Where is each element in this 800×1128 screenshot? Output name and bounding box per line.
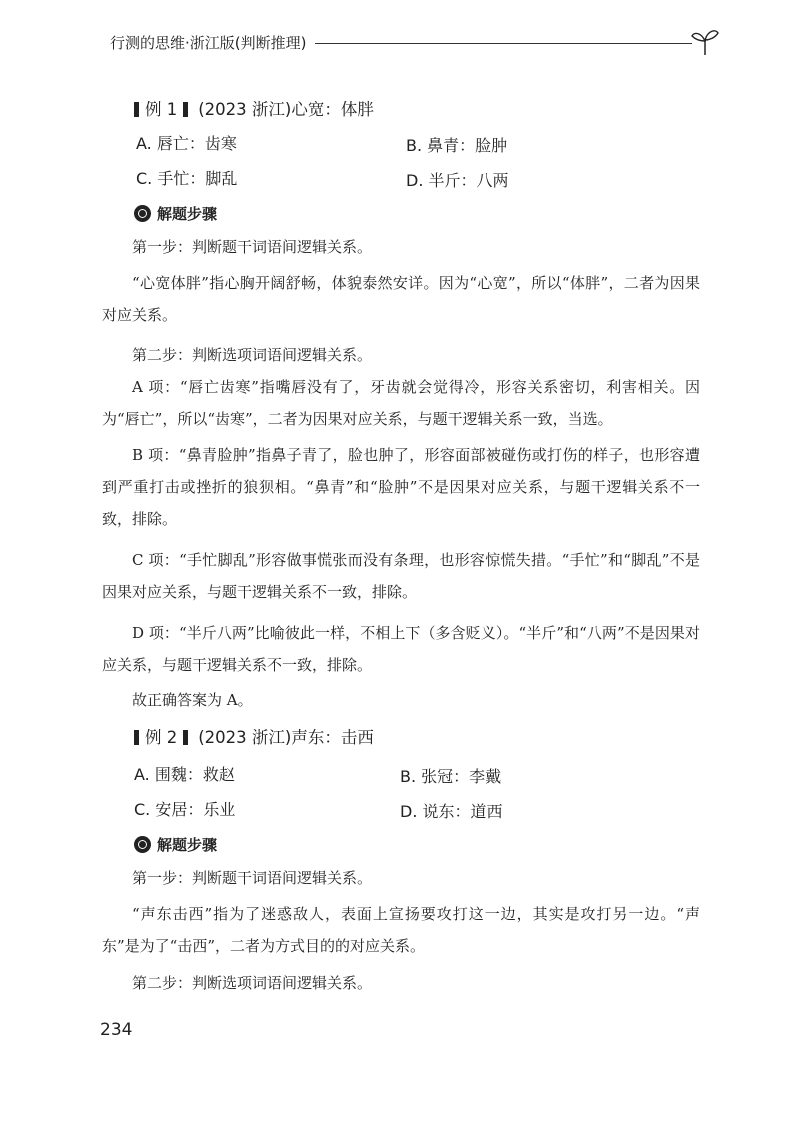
example-1-option-c: C. 手忙：脚乱 bbox=[136, 169, 238, 188]
example-1-paragraph: A 项：“唇亡齿寒”指嘴唇没有了，牙齿就会觉得冷，形容关系密切，利害相关。因为“唇亡”，所以“齿寒”，二者为因果对应关系，与题干逻辑关系一致，当选。 bbox=[102, 378, 700, 428]
example-2-option-d: D. 说东：道西 bbox=[400, 802, 503, 821]
sprout-icon bbox=[690, 26, 720, 56]
example-1-paragraph: 第二步：判断选项词语间逻辑关系。 bbox=[132, 346, 373, 364]
steps-icon bbox=[134, 836, 151, 853]
running-header bbox=[110, 26, 720, 56]
heading-bar bbox=[134, 730, 139, 745]
example-1-option-d: D. 半斤：八两 bbox=[406, 171, 509, 190]
example-1-paragraph: “心宽体胖”指心胸开阔舒畅，体貌泰然安详。因为“心宽”，所以“体胖”，二者为因果对应关系。 bbox=[102, 274, 700, 324]
example-1-paragraph: C 项：“手忙脚乱”形容做事慌张而没有条理，也形容惊慌失措。“手忙”和“脚乱”不是因果对应关系，与题干逻辑关系不一致，排除。 bbox=[102, 551, 700, 601]
example-1-label: 例 1 bbox=[145, 100, 178, 119]
example-2-label: 例 2 bbox=[145, 728, 178, 747]
header-rule bbox=[315, 43, 692, 44]
example-2-option-a: A. 围魏：救赵 bbox=[134, 765, 235, 784]
example-1-heading bbox=[134, 96, 374, 120]
example-2-question: (2023 浙江)声东：击西 bbox=[198, 728, 374, 747]
example-2-option-c: C. 安居：乐业 bbox=[134, 800, 236, 819]
example-1-question: (2023 浙江)心宽：体胖 bbox=[198, 100, 374, 119]
example-2-paragraph: 第一步：判断题干词语间逻辑关系。 bbox=[132, 869, 373, 887]
example-1-paragraph: 第一步：判断题干词语间逻辑关系。 bbox=[132, 238, 373, 256]
example-2-steps-title: 解题步骤 bbox=[157, 836, 218, 854]
example-2-option-b: B. 张冠：李戴 bbox=[400, 767, 502, 786]
example-1-steps-heading bbox=[134, 203, 217, 224]
heading-bar bbox=[134, 102, 139, 117]
example-1-paragraph: B 项：“鼻青脸肿”指鼻子青了，脸也肿了，形容面部被碰伤或打伤的样子，也形容遭到严重打击或挫折的狼狈相。“鼻青”和“脸肿”不是因果对应关系，与题干逻辑关系不一致，排除。 bbox=[102, 446, 700, 528]
heading-bar bbox=[183, 730, 188, 745]
heading-bar bbox=[183, 102, 188, 117]
example-2-heading bbox=[134, 724, 374, 748]
example-1-paragraph: 故正确答案为 A。 bbox=[132, 691, 253, 709]
example-1-paragraph: D 项：“半斤八两”比喻彼此一样，不相上下（多含贬义）。“半斤”和“八两”不是因果对应关系，与题干逻辑关系不一致，排除。 bbox=[102, 624, 700, 674]
page-number: 234 bbox=[100, 1020, 133, 1040]
header-title: 行测的思维·浙江版(判断推理) bbox=[110, 34, 307, 52]
steps-icon bbox=[134, 205, 151, 222]
example-2-steps-heading bbox=[134, 834, 217, 855]
example-1-steps-title: 解题步骤 bbox=[157, 205, 218, 223]
example-1-option-a: A. 唇亡：齿寒 bbox=[136, 134, 237, 153]
example-2-paragraph: “声东击西”指为了迷惑敌人，表面上宣扬要攻打这一边，其实是攻打另一边。“声东”是为了“击西”，二者为方式目的的对应关系。 bbox=[102, 905, 700, 955]
example-1-option-b: B. 鼻青：脸肿 bbox=[406, 136, 508, 155]
example-2-paragraph: 第二步：判断选项词语间逻辑关系。 bbox=[132, 974, 373, 992]
